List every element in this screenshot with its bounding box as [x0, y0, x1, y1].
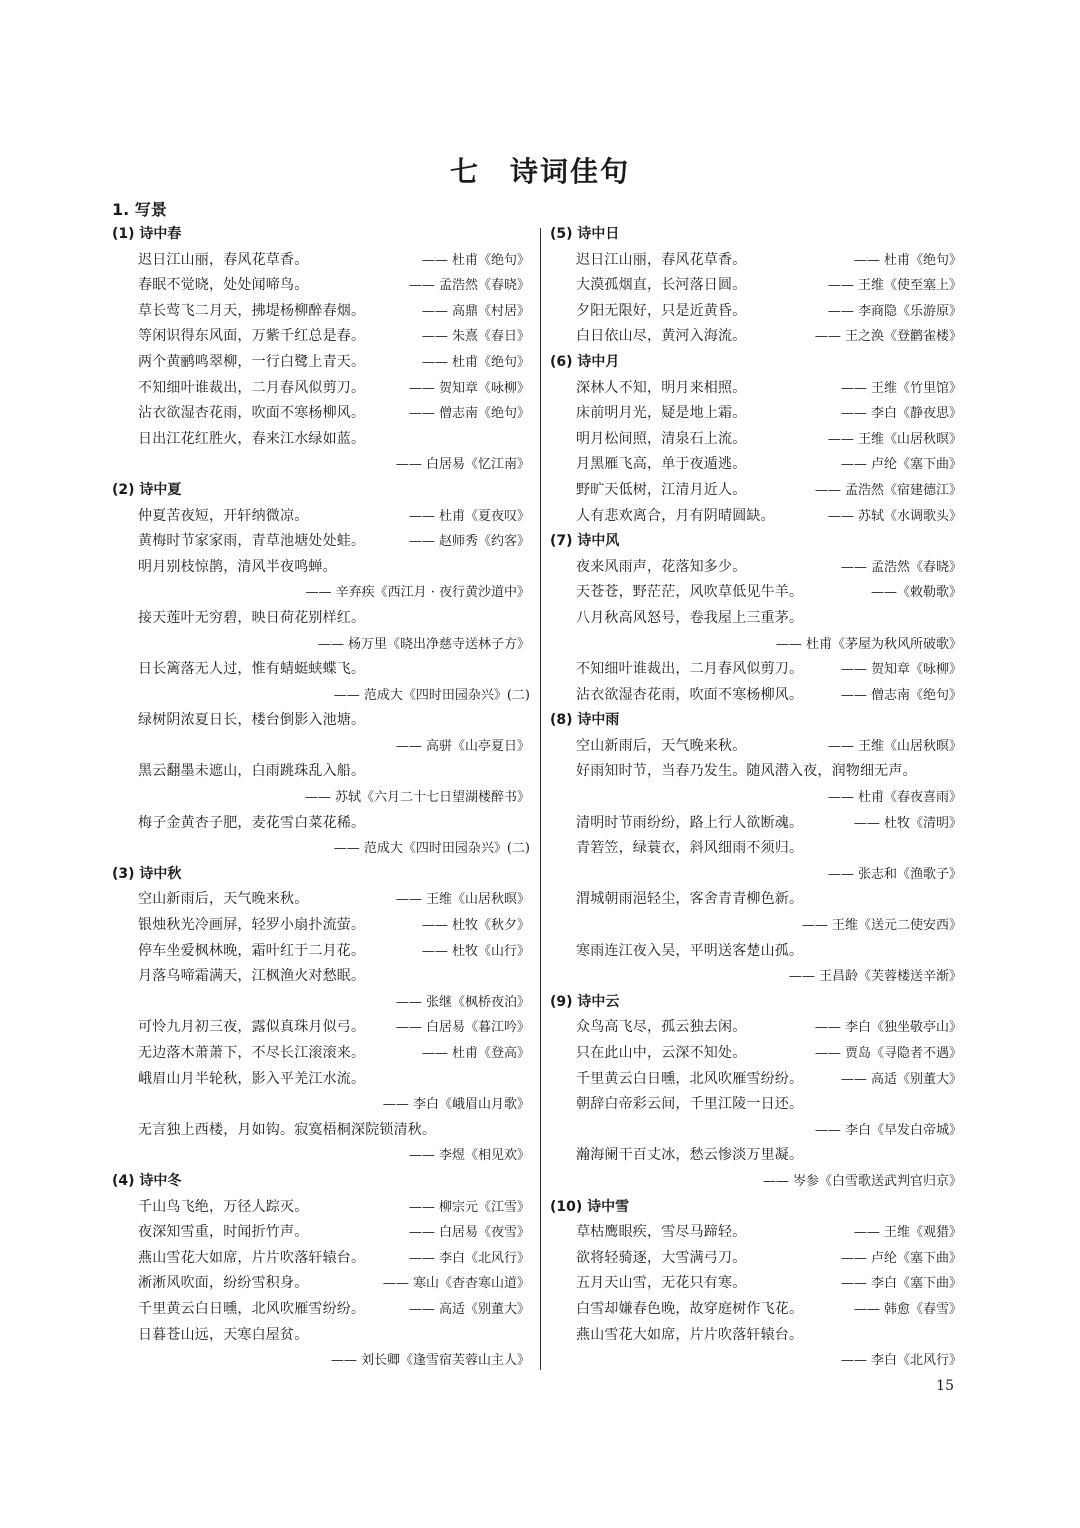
verse-text: 迟日江山丽，春风花草香。: [576, 251, 747, 268]
verse-source: —— 僧志南《绝句》: [408, 406, 530, 422]
verse-source: —— 贺知章《咏柳》: [840, 662, 962, 678]
verse-source: —— 岑参《白雪歌送武判官归京》: [762, 1173, 962, 1189]
verse-text: 寒雨连江夜入吴，平明送客楚山孤。: [576, 942, 804, 959]
category-heading: (10) 诗中雪: [550, 1198, 630, 1215]
verse-text: 等闲识得东风面，万紫千红总是春。: [138, 328, 366, 345]
verse-text: 草枯鹰眼疾，雪尽马蹄轻。: [576, 1224, 747, 1241]
verse-text: 只在此山中，云深不知处。: [576, 1045, 747, 1061]
verse-source: —— 朱熹《春日》: [421, 329, 530, 345]
verse-text: 日暮苍山远，天寒白屋贫。: [138, 1326, 309, 1343]
verse-source: —— 杜甫《登高》: [421, 1046, 530, 1061]
verse-source: —— 李煜《相见欢》: [408, 1148, 530, 1164]
verse-source: —— 白居易《夜雪》: [408, 1225, 530, 1241]
verse-text: 床前明月光，疑是地上霜。: [576, 405, 747, 422]
verse-source: —— 杜甫《夏夜叹》: [408, 508, 530, 524]
verse-text: 好雨知时节，当春乃发生。随风潜入夜，润物细无声。: [576, 763, 917, 780]
poem-line: [112, 1195, 530, 1221]
poem-line: [550, 1323, 962, 1349]
verse-text: 仲夏苦夜短，开轩纳微凉。: [138, 507, 309, 524]
poem-line: [112, 504, 530, 530]
verse-source: —— 王维《送元二使安西》: [801, 918, 962, 934]
poem-line: [112, 1118, 530, 1144]
verse-text: 天苍苍，野茫茫，风吹草低见牛羊。: [576, 584, 804, 601]
verse-source: —— 孟浩然《春晓》: [408, 278, 530, 294]
category-heading: (4) 诗中冬: [112, 1172, 182, 1189]
poem-line: [550, 427, 962, 453]
verse-text: 五月天山雪，无花只有寒。: [576, 1275, 747, 1292]
verse-source: —— 王维《山居秋暝》: [395, 892, 530, 908]
poem-line: [550, 836, 962, 862]
verse-source: —— 李商隐《乐游原》: [827, 303, 962, 319]
verse-source: —— 张继《枫桥夜泊》: [395, 994, 530, 1010]
verse-text: 清明时节雨纷纷，路上行人欲断魂。: [576, 814, 804, 831]
verse-source: —— 李白《北风行》: [840, 1353, 962, 1369]
poem-line: [112, 964, 530, 990]
verse-source: —— 李白《塞下曲》: [840, 1276, 962, 1292]
verse-source: —— 杜甫《春夜喜雨》: [827, 790, 962, 806]
poem-line: [112, 324, 530, 350]
poem-line: [112, 759, 530, 785]
poem-line: [550, 324, 962, 350]
verse-source: —— 李白《北风行》: [408, 1250, 530, 1266]
verse-source: —— 韩愈《春雪》: [853, 1301, 962, 1317]
poem-line: [550, 734, 962, 760]
poem-line: [112, 606, 530, 632]
category-heading: (5) 诗中日: [550, 226, 620, 242]
verse-source: —— 杜甫《绝句》: [421, 252, 530, 268]
poem-line: [112, 939, 530, 965]
verse-text: 夜来风雨声，花落知多少。: [576, 558, 747, 575]
poem-line: [112, 1015, 530, 1041]
category-heading: (7) 诗中风: [550, 533, 620, 550]
right-column: [550, 222, 962, 1374]
poem-line: [550, 759, 962, 785]
verse-source: —— 杜牧《秋夕》: [421, 918, 530, 934]
poem-line: [112, 376, 530, 402]
poem-line: [550, 683, 962, 709]
verse-text: 日出江花红胜火，春来江水绿如蓝。: [138, 430, 366, 447]
verse-text: 众鸟高飞尽，孤云独去闲。: [576, 1019, 747, 1036]
poem-line: [112, 1271, 530, 1297]
poem-line: [550, 452, 962, 478]
verse-source: —— 杜牧《清明》: [853, 815, 962, 831]
column-divider: [540, 228, 541, 1370]
poem-line: [112, 1067, 530, 1093]
poem-line: [112, 401, 530, 427]
poem-line: [550, 478, 962, 504]
verse-text: 草长莺飞二月天，拂堤杨柳醉春烟。: [138, 302, 366, 319]
verse-source: —— 高适《别董大》: [408, 1301, 530, 1317]
poem-line: [550, 606, 962, 632]
verse-source: —— 王维《竹里馆》: [840, 380, 962, 396]
verse-source: —— 范成大《四时田园杂兴》(二): [333, 687, 530, 703]
verse-source: —— 张志和《渔歌子》: [827, 866, 962, 882]
verse-source: —— 范成大《四时田园杂兴》(二): [333, 841, 530, 857]
verse-source: —— 王之涣《登鹳雀楼》: [814, 329, 962, 345]
verse-text: 黄梅时节家家雨，青草池塘处处蛙。: [138, 533, 366, 550]
category-heading: (6) 诗中月: [550, 353, 620, 370]
poem-line: [550, 1220, 962, 1246]
left-column: [112, 222, 530, 1374]
verse-source: —— 僧志南《绝句》: [840, 687, 962, 703]
verse-source: —— 白居易《忆江南》: [395, 457, 530, 473]
poem-line: [112, 657, 530, 683]
verse-text: 绿树阴浓夏日长，楼台倒影入池塘。: [138, 712, 366, 729]
verse-source: —— 王维《观猎》: [853, 1225, 962, 1241]
verse-text: 千里黄云白日曛，北风吹雁雪纷纷。: [138, 1300, 366, 1317]
poem-line: [112, 708, 530, 734]
poem-line: [550, 504, 962, 530]
verse-text: 无边落木萧萧下，不尽长江滚滚来。: [138, 1045, 366, 1061]
verse-text: 千山鸟飞绝，万径人踪灭。: [138, 1198, 309, 1215]
poem-line: [550, 1143, 962, 1169]
verse-text: 白雪却嫌春色晚，故穿庭树作飞花。: [576, 1300, 804, 1317]
verse-text: 朝辞白帝彩云间，千里江陵一日还。: [576, 1096, 804, 1113]
verse-source: —— 苏轼《水调歌头》: [827, 508, 962, 524]
verse-text: 明月松间照，清泉石上流。: [576, 430, 747, 447]
poem-line: [112, 887, 530, 913]
verse-source: —— 李白《早发白帝城》: [814, 1122, 962, 1138]
poem-line: [550, 580, 962, 606]
verse-text: 白日依山尽，黄河入海流。: [576, 328, 747, 345]
verse-text: 大漠孤烟直，长河落日圆。: [576, 277, 747, 294]
poem-line: [550, 657, 962, 683]
verse-source: —— 高适《别董大》: [840, 1071, 962, 1087]
verse-text: 淅淅风吹面，纷纷雪积身。: [138, 1275, 309, 1292]
poem-line: [112, 529, 530, 555]
verse-text: 月黑雁飞高，单于夜遁逃。: [576, 456, 747, 473]
poem-line: [112, 248, 530, 274]
poem-line: [550, 273, 962, 299]
verse-source: —— 李白《独坐敬亭山》: [814, 1020, 962, 1036]
poem-line: [112, 1246, 530, 1272]
verse-source: —— 杜甫《绝句》: [853, 252, 962, 268]
poem-line: [550, 1246, 962, 1272]
poem-line: [550, 1041, 962, 1067]
poem-line: [550, 939, 962, 965]
verse-text: 八月秋高风怒号，卷我屋上三重茅。: [576, 609, 804, 626]
poem-line: [112, 427, 530, 453]
verse-source: —— 高鼎《村居》: [421, 303, 530, 319]
verse-text: 不知细叶谁裁出，二月春风似剪刀。: [138, 379, 366, 396]
page-title: 七 诗词佳句: [449, 155, 630, 188]
poem-line: [112, 273, 530, 299]
verse-source: —— 卢纶《塞下曲》: [840, 457, 962, 473]
verse-text: 不知细叶谁裁出，二月春风似剪刀。: [576, 661, 804, 678]
verse-text: 峨眉山月半轮秋，影入平羌江水流。: [138, 1070, 366, 1087]
verse-source: —— 寒山《杳杳寒山道》: [382, 1276, 530, 1292]
verse-text: 欲将轻骑逐，大雪满弓刀。: [576, 1249, 747, 1266]
poem-line: [550, 248, 962, 274]
poem-line: [550, 555, 962, 581]
verse-text: 沾衣欲湿杏花雨，吹面不寒杨柳风。: [138, 405, 366, 422]
verse-text: 月落乌啼霜满天，江枫渔火对愁眠。: [138, 968, 366, 985]
verse-source: —— 李白《静夜思》: [840, 406, 962, 422]
verse-text: 梅子金黄杏子肥，麦花雪白菜花稀。: [138, 814, 366, 831]
verse-text: 沾衣欲湿杏花雨，吹面不寒杨柳风。: [576, 686, 804, 703]
verse-text: 两个黄鹂鸣翠柳，一行白鹭上青天。: [138, 353, 366, 370]
verse-source: —— 白居易《暮江吟》: [395, 1020, 530, 1036]
verse-text: 燕山雪花大如席，片片吹落轩辕台。: [138, 1249, 366, 1266]
poem-line: [550, 376, 962, 402]
poem-line: [550, 1271, 962, 1297]
verse-text: 日长篱落无人过，惟有蜻蜓蛱蝶飞。: [138, 661, 366, 678]
verse-source: ——《敕勒歌》: [870, 585, 962, 601]
verse-source: —— 贾岛《寻隐者不遇》: [814, 1046, 962, 1061]
verse-text: 明月别枝惊鹊，清风半夜鸣蝉。: [138, 558, 337, 575]
poem-line: [550, 887, 962, 913]
verse-text: 千里黄云白日曛，北风吹雁雪纷纷。: [576, 1070, 804, 1087]
verse-source: —— 王昌龄《芙蓉楼送辛渐》: [788, 969, 962, 985]
poem-line: [550, 1015, 962, 1041]
verse-text: 夕阳无限好，只是近黄昏。: [576, 302, 747, 319]
page-number: 15: [936, 1378, 954, 1394]
poem-line: [112, 350, 530, 376]
verse-source: —— 刘长卿《逢雪宿芙蓉山主人》: [330, 1353, 530, 1369]
verse-text: 空山新雨后，天气晚来秋。: [138, 891, 309, 908]
category-heading: (2) 诗中夏: [112, 481, 182, 498]
verse-text: 瀚海阑干百丈冰，愁云惨淡万里凝。: [576, 1147, 804, 1164]
poem-line: [550, 299, 962, 325]
poem-line: [550, 811, 962, 837]
poem-line: [550, 1067, 962, 1093]
poem-line: [550, 1297, 962, 1323]
poem-line: [112, 299, 530, 325]
verse-source: —— 辛弃疾《西江月 · 夜行黄沙道中》: [305, 585, 530, 601]
verse-source: —— 杜甫《绝句》: [421, 354, 530, 370]
verse-text: 停车坐爱枫林晚，霜叶红于二月花。: [138, 942, 366, 959]
verse-text: 春眠不觉晓，处处闻啼鸟。: [138, 277, 309, 294]
poem-line: [112, 1041, 530, 1067]
verse-text: 空山新雨后，天气晚来秋。: [576, 737, 747, 754]
verse-text: 银烛秋光冷画屏，轻罗小扇扑流萤。: [138, 917, 366, 934]
category-heading: (9) 诗中云: [550, 993, 620, 1010]
verse-source: —— 赵师秀《约客》: [408, 534, 530, 550]
verse-text: 可怜九月初三夜，露似真珠月似弓。: [138, 1019, 366, 1036]
verse-source: —— 王维《山居秋暝》: [827, 431, 962, 447]
verse-text: 无言独上西楼，月如钩。寂寞梧桐深院锁清秋。: [138, 1121, 437, 1138]
verse-text: 深林人不知，明月来相照。: [576, 379, 747, 396]
category-heading: (8) 诗中雨: [550, 712, 620, 729]
verse-source: —— 杜甫《茅屋为秋风所破歌》: [775, 636, 962, 652]
verse-text: 黑云翻墨未遮山，白雨跳珠乱入船。: [138, 763, 366, 780]
verse-source: —— 孟浩然《春晓》: [840, 559, 962, 575]
verse-text: 迟日江山丽，春风花草香。: [138, 251, 309, 268]
verse-source: —— 王维《山居秋暝》: [827, 738, 962, 754]
verse-source: —— 王维《使至塞上》: [827, 278, 962, 294]
verse-source: —— 杜牧《山行》: [421, 943, 530, 959]
category-heading: (1) 诗中春: [112, 226, 182, 242]
poem-line: [112, 1297, 530, 1323]
section-heading: 1. 写景: [112, 200, 167, 219]
poem-line: [112, 1220, 530, 1246]
verse-text: 人有悲欢离合，月有阴晴圆缺。: [576, 507, 775, 524]
poem-line: [550, 401, 962, 427]
verse-text: 接天莲叶无穷碧，映日荷花别样红。: [138, 609, 366, 626]
verse-source: —— 李白《峨眉山月歌》: [382, 1097, 530, 1113]
poem-line: [112, 555, 530, 581]
verse-source: —— 高骈《山亭夏日》: [395, 738, 530, 754]
poem-line: [112, 811, 530, 837]
verse-text: 燕山雪花大如席，片片吹落轩辕台。: [576, 1326, 804, 1343]
verse-source: —— 柳宗元《江雪》: [408, 1199, 530, 1215]
verse-source: —— 贺知章《咏柳》: [408, 380, 530, 396]
category-heading: (3) 诗中秋: [112, 865, 182, 882]
verse-source: —— 苏轼《六月二十七日望湖楼醉书》: [304, 790, 530, 806]
verse-source: —— 卢纶《塞下曲》: [840, 1250, 962, 1266]
poem-line: [112, 1323, 530, 1349]
verse-source: —— 孟浩然《宿建德江》: [814, 482, 962, 498]
verse-text: 渭城朝雨浥轻尘，客舍青青柳色新。: [576, 891, 804, 908]
verse-text: 野旷天低树，江清月近人。: [576, 481, 747, 498]
verse-source: —— 杨万里《晓出净慈寺送林子方》: [317, 636, 530, 652]
poem-line: [550, 1092, 962, 1118]
verse-text: 青箬笠，绿蓑衣，斜风细雨不须归。: [576, 840, 804, 857]
verse-text: 夜深知雪重，时闻折竹声。: [138, 1224, 309, 1241]
poem-line: [112, 913, 530, 939]
